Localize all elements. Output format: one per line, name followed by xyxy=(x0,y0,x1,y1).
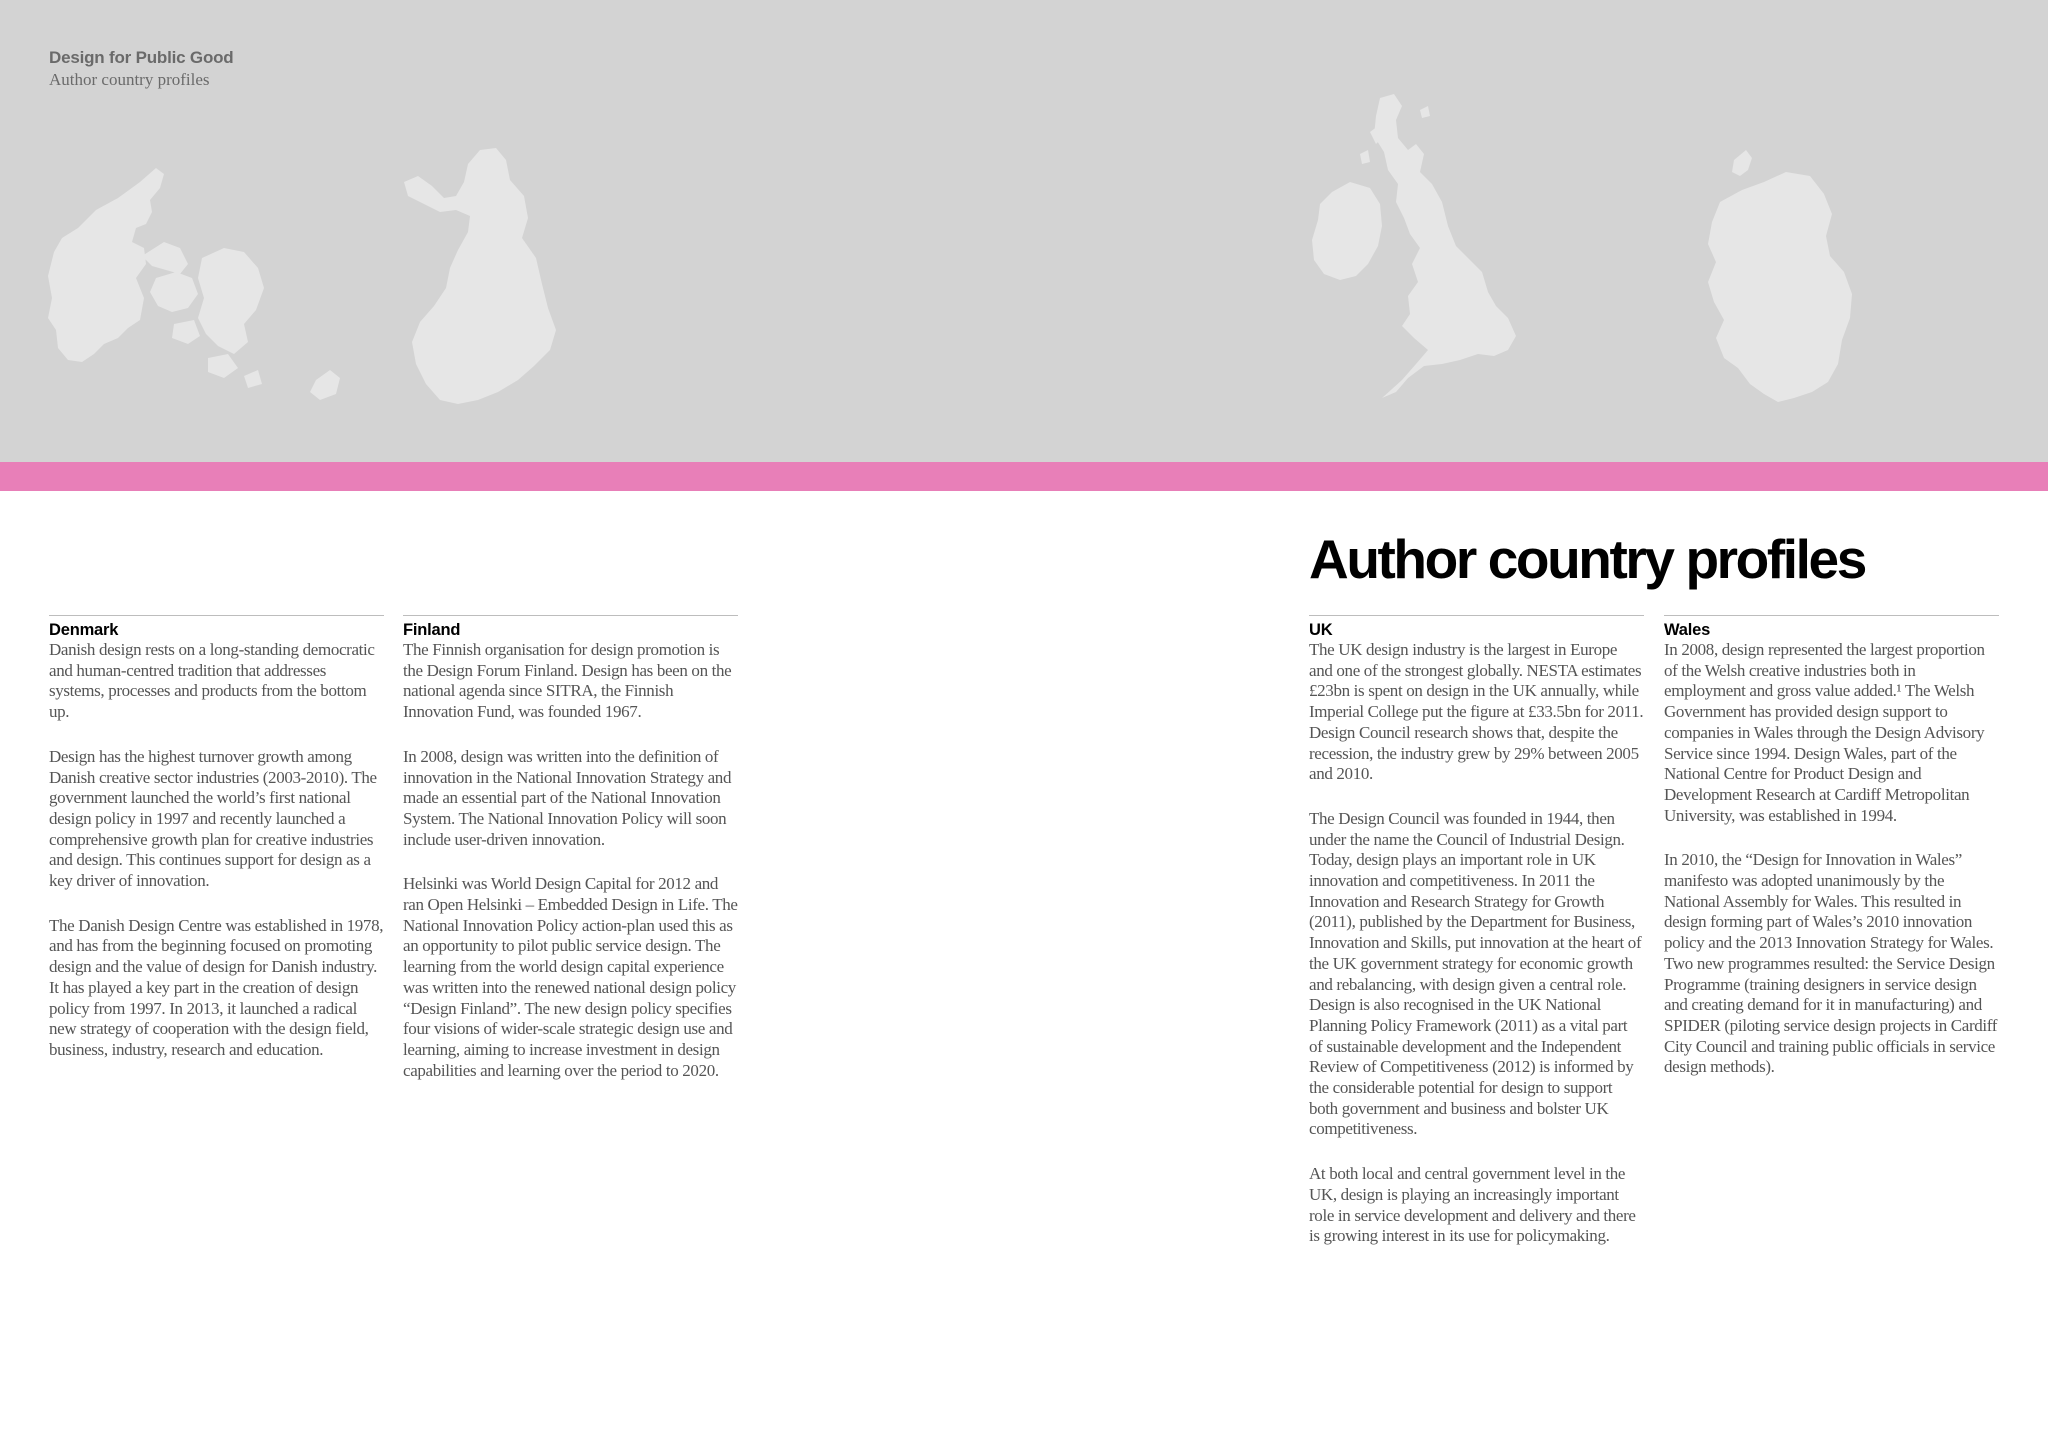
uk-paragraph: At both local and central government level in the UK, design is playing an increasingly important role in service development and delivery and there is growing interest in its use for policymaking. xyxy=(1309,1164,1636,1246)
denmark-map-icon xyxy=(48,148,348,408)
document-subtitle: Author country profiles xyxy=(49,70,210,89)
wales-paragraph: In 2008, design represented the largest proportion of the Welsh creative industries both in employment and gross value added.¹ The Welsh Government has provided design support to companies in Wales through the Design Advisory Service since 1994. Design Wales, part of the National Centre for Product Design and Development Research at Cardiff Metropolitan University, was established in 1994. xyxy=(1664,640,1985,825)
denmark-paragraph: Danish design rests on a long-standing democratic and human-centred tradition that addresses systems, processes and products from the bottom up. xyxy=(49,640,375,722)
accent-stripe xyxy=(0,462,2048,491)
wales-map-icon xyxy=(1700,142,1870,412)
finland-map-icon xyxy=(398,146,568,416)
wales-column xyxy=(1664,615,1999,1102)
uk-paragraph: The Design Council was founded in 1944, then under the name the Council of Industrial Design. Today, design plays an important role in UK innovation and competitiveness. In 2011 the Innovation and Research Strategy for Growth (2011), published by the Department for Business, Innovation and Skills, put innovation at the heart of the UK government strategy for economic growth and rebalancing, with design given a central role. Design is also recognised in the UK National Planning Policy Framework (2011) as a vital part of sustainable development and the Independent Review of Competitiveness (2012) is informed by the considerable potential for design to support both government and business and bolster UK competitiveness. xyxy=(1309,808,1642,1139)
uk-column xyxy=(1309,615,1644,1271)
document-title: Design for Public Good xyxy=(49,48,234,67)
finland-column xyxy=(403,615,738,1105)
uk-paragraph: The UK design industry is the largest in Europe and one of the strongest globally. NESTA estimates £23bn is spent on design in the UK annually, while Imperial College put the figure at £33.5bn for 2011. Design Council research shows that, despite the recession, the industry grew by 29% between 2005 and 2010. xyxy=(1309,640,1644,784)
finland-title: Finland xyxy=(403,621,461,639)
denmark-title: Denmark xyxy=(49,621,119,639)
denmark-paragraph: The Danish Design Centre was established in 1978, and has from the beginning focused on promoting design and the value of design for Danish industry. It has played a key part in the creation of design policy from 1997. In 2013, it launched a radical new strategy of cooperation with the design field, business, industry, research and education. xyxy=(49,915,384,1059)
uk-title: UK xyxy=(1309,621,1333,639)
page-heading: Author country profiles xyxy=(1309,528,1865,590)
denmark-column xyxy=(49,615,384,1085)
uk-map-icon xyxy=(1310,92,1550,412)
finland-paragraph: In 2008, design was written into the definition of innovation in the National Innovation Strategy and made an essential part of the National Innovation System. The National Innovation Policy will soon include user-driven innovation. xyxy=(403,746,732,849)
finland-paragraph: The Finnish organisation for design promotion is the Design Forum Finland. Design has been on the national agenda since SITRA, the Finnish Innovation Fund, was founded 1967. xyxy=(403,640,732,722)
wales-title: Wales xyxy=(1664,621,1711,639)
denmark-paragraph: Design has the highest turnover growth among Danish creative sector industries (2003-2010). The government launched the world’s first national design policy in 1997 and recently launched a comprehensive growth plan for creative industries and design. This continues support for design as a key driver of innovation. xyxy=(49,746,377,891)
finland-paragraph: Helsinki was World Design Capital for 2012 and ran Open Helsinki – Embedded Design in Life. The National Innovation Policy action-plan used this as an opportunity to pilot public service design. The learning from the world design capital experience was written into the renewed national design policy “Design Finland”. The new design policy specifies four visions of wider-scale strategic design use and learning, aiming to increase investment in design capabilities and learning over the period to 2020. xyxy=(403,874,738,1080)
wales-paragraph: In 2010, the “Design for Innovation in Wales” manifesto was adopted unanimously by the National Assembly for Wales. This resulted in design forming part of Wales’s 2010 innovation policy and the 2013 Innovation Strategy for Wales. Two new programmes resulted: the Service Design Programme (training designers in service design and creating demand for it in manufacturing) and SPIDER (piloting service design projects in Cardiff City Council and training public officials in service design methods). xyxy=(1664,850,1998,1077)
